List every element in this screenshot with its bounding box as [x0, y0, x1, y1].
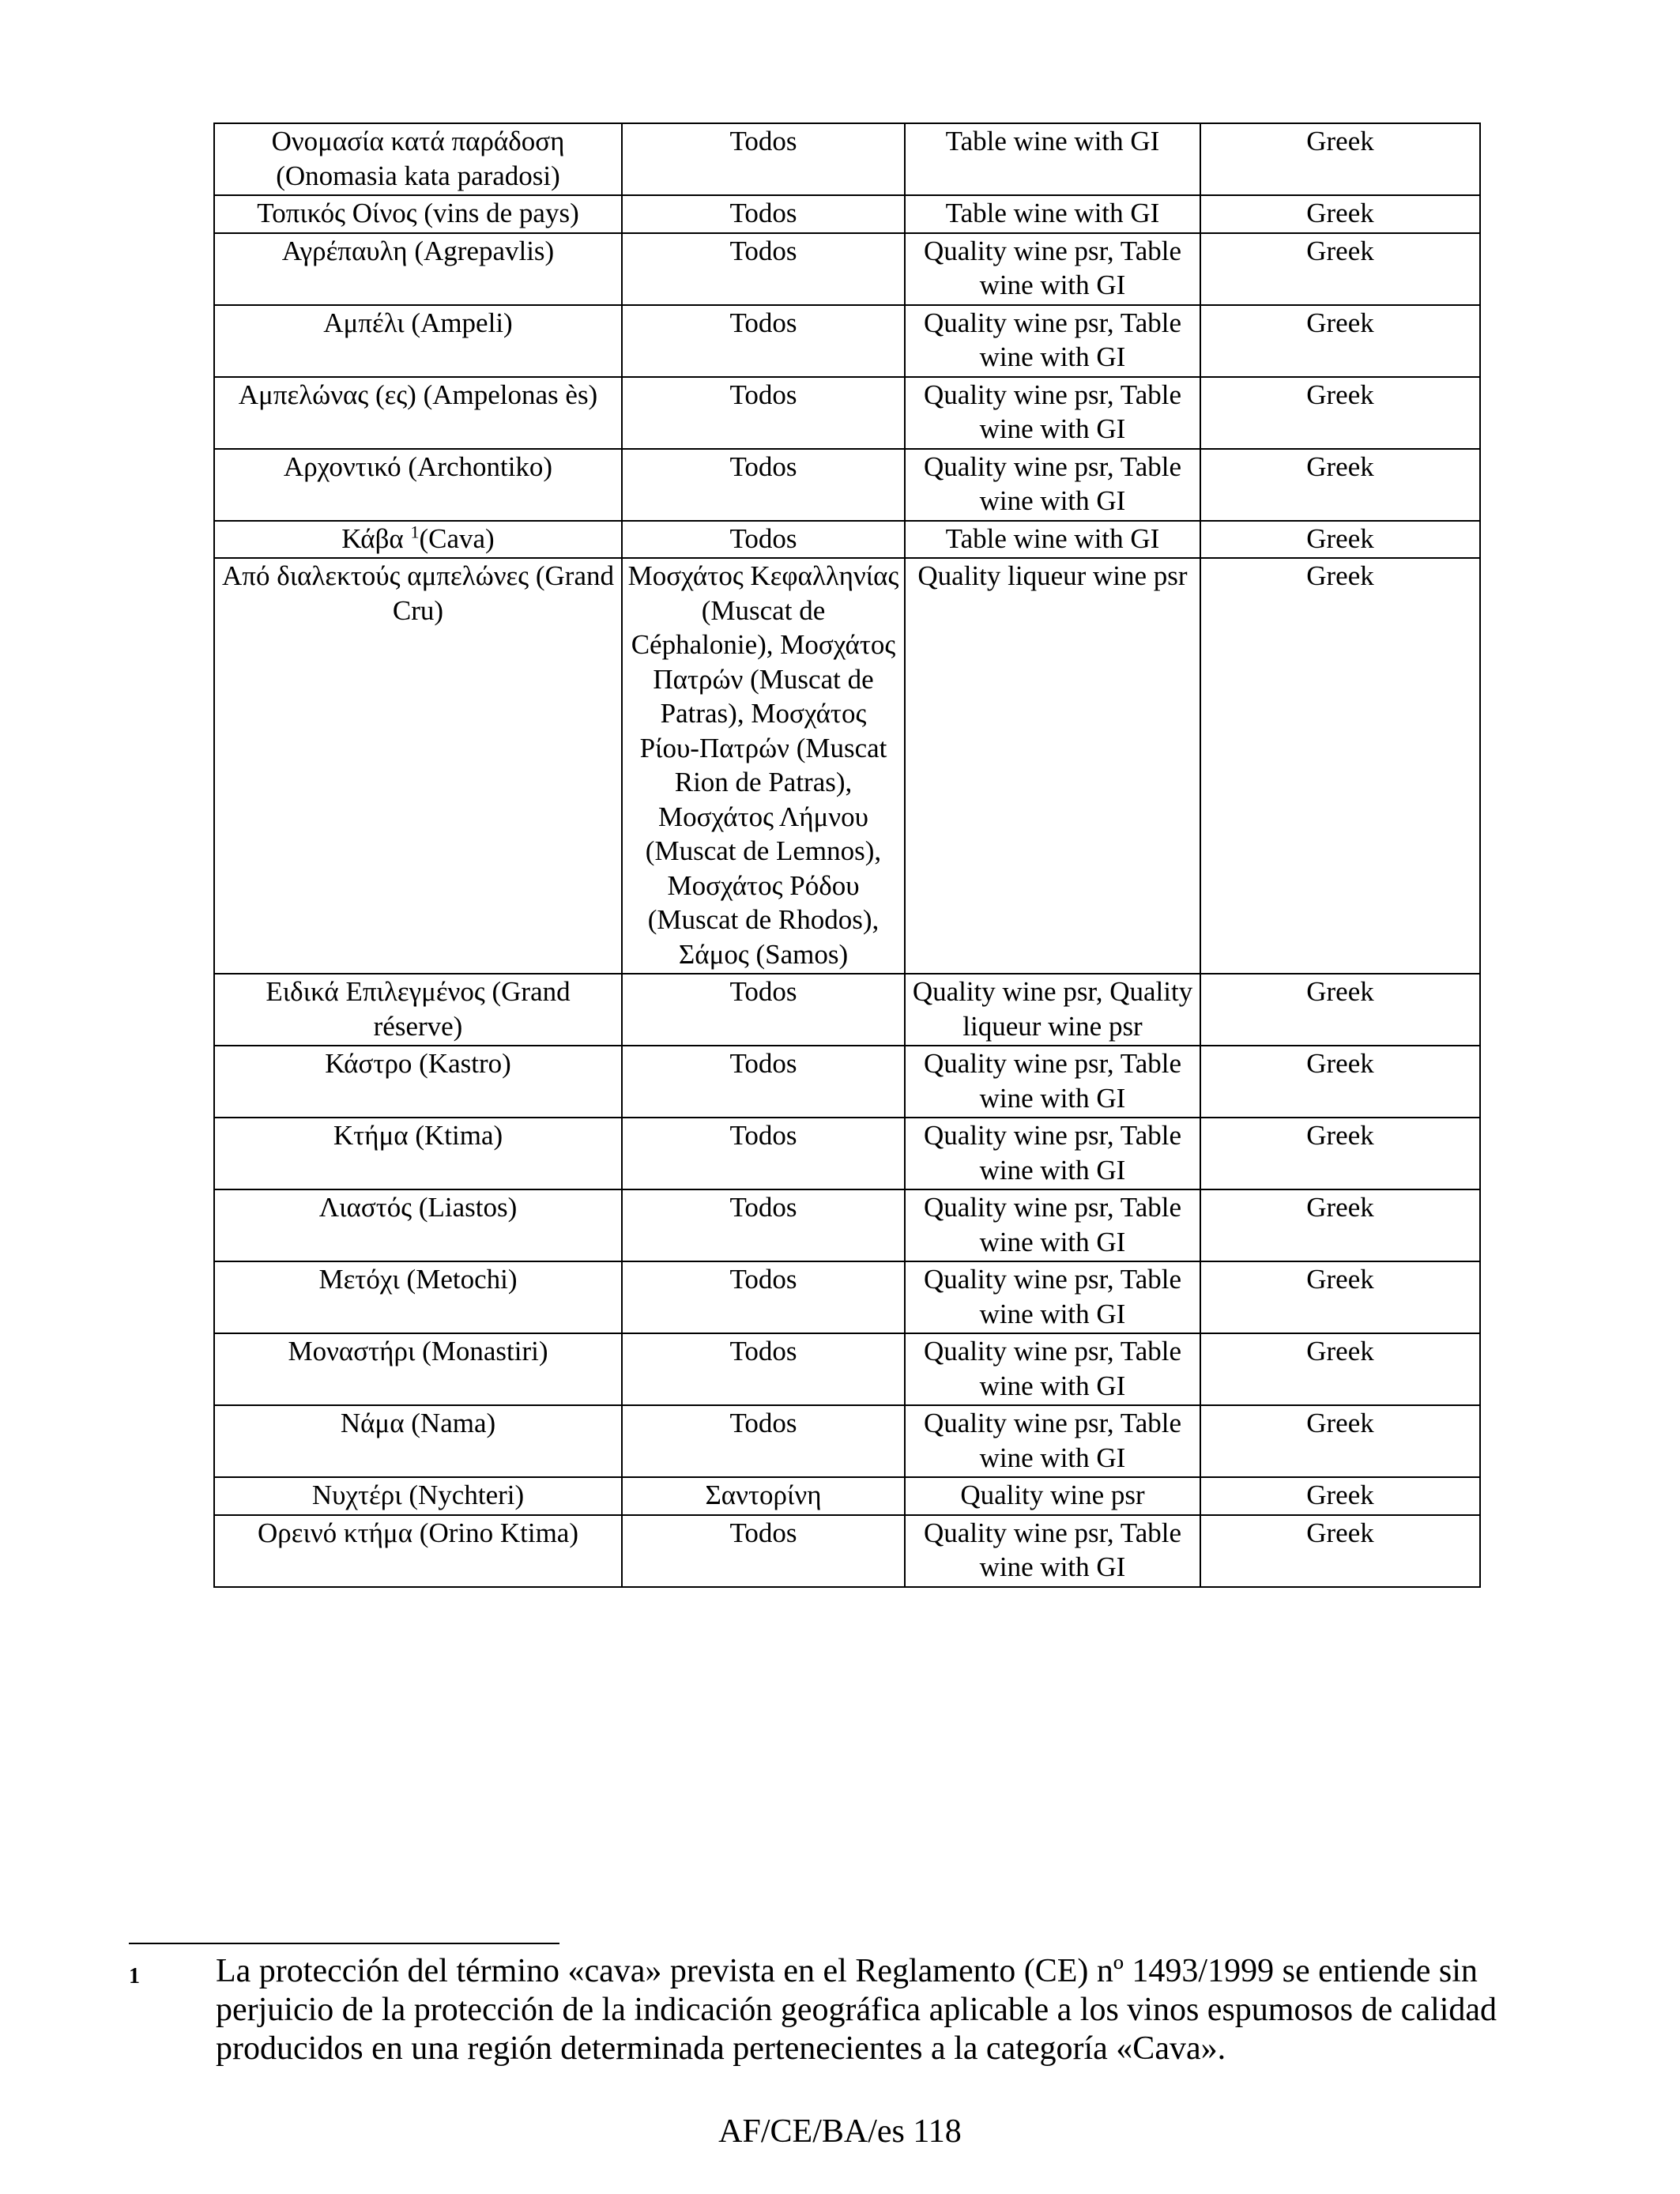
- language-note-cell: Greek: [1200, 233, 1480, 305]
- table-row: [214, 123, 1480, 195]
- language-note-cell: Greek: [1200, 1405, 1480, 1477]
- languages-cell: Todos: [622, 195, 905, 233]
- language-note-cell: Greek: [1200, 1118, 1480, 1189]
- term-text: Κάβα: [341, 522, 404, 554]
- table-row: [214, 558, 1480, 974]
- term-cell: Λιαστός (Liastos): [214, 1189, 622, 1261]
- term-cell: Κτήμα (Ktima): [214, 1118, 622, 1189]
- language-note-cell: Greek: [1200, 377, 1480, 449]
- languages-cell: Todos: [622, 1189, 905, 1261]
- category-cell: Quality wine psr, Table wine with GI: [905, 1405, 1200, 1477]
- languages-cell: Todos: [622, 1118, 905, 1189]
- table-row: [214, 974, 1480, 1046]
- term-suffix: (Cava): [419, 522, 495, 554]
- term-cell: Αγρέπαυλη (Agrepavlis): [214, 233, 622, 305]
- table-row: [214, 1189, 1480, 1261]
- table-row: [214, 233, 1480, 305]
- table-row: [214, 195, 1480, 233]
- languages-cell: Todos: [622, 974, 905, 1046]
- footnote-reference[interactable]: 1: [410, 521, 420, 541]
- term-cell: Μοναστήρι (Monastiri): [214, 1333, 622, 1405]
- table-row: [214, 449, 1480, 521]
- table-row: [214, 305, 1480, 377]
- term-cell: Κάστρο (Kastro): [214, 1046, 622, 1118]
- languages-cell: Todos: [622, 1405, 905, 1477]
- wine-terms-table: [213, 123, 1481, 1588]
- term-cell: Ειδικά Επιλεγμένος (Grand réserve): [214, 974, 622, 1046]
- category-cell: Quality wine psr, Quality liqueur wine psr: [905, 974, 1200, 1046]
- languages-cell: Todos: [622, 449, 905, 521]
- language-note-cell: Greek: [1200, 195, 1480, 233]
- languages-cell: Todos: [622, 233, 905, 305]
- term-cell: Ονομασία κατά παράδοση (Onomasia kata paradosi): [214, 123, 622, 195]
- language-note-cell: Greek: [1200, 1189, 1480, 1261]
- category-cell: Quality wine psr, Table wine with GI: [905, 1515, 1200, 1587]
- term-cell: Αρχοντικό (Archontiko): [214, 449, 622, 521]
- language-note-cell: Greek: [1200, 1261, 1480, 1333]
- languages-cell: Todos: [622, 521, 905, 559]
- languages-cell: Todos: [622, 1261, 905, 1333]
- table-row: [214, 1118, 1480, 1189]
- category-cell: Quality wine psr, Table wine with GI: [905, 1118, 1200, 1189]
- footnote-number: 1: [129, 1964, 140, 1989]
- table-body: [214, 123, 1480, 1587]
- table-row: [214, 1515, 1480, 1587]
- page-number: AF/CE/BA/es 118: [718, 2113, 962, 2150]
- language-note-cell: Greek: [1200, 1333, 1480, 1405]
- category-cell: Quality wine psr, Table wine with GI: [905, 377, 1200, 449]
- category-cell: Table wine with GI: [905, 123, 1200, 195]
- language-note-cell: Greek: [1200, 123, 1480, 195]
- languages-cell: Todos: [622, 1515, 905, 1587]
- category-cell: Quality wine psr, Table wine with GI: [905, 305, 1200, 377]
- term-cell: Αμπέλι (Ampeli): [214, 305, 622, 377]
- term-cell: Ορεινό κτήμα (Orino Ktima): [214, 1515, 622, 1587]
- footnote-separator: [129, 1943, 559, 1944]
- languages-cell: Todos: [622, 305, 905, 377]
- category-cell: Quality wine psr: [905, 1477, 1200, 1515]
- category-cell: Quality wine psr, Table wine with GI: [905, 1261, 1200, 1333]
- term-cell: [214, 521, 622, 559]
- languages-cell: Todos: [622, 123, 905, 195]
- language-note-cell: Greek: [1200, 974, 1480, 1046]
- term-cell: Από διαλεκτούς αμπελώνες (Grand Cru): [214, 558, 622, 974]
- languages-cell: Todos: [622, 1046, 905, 1118]
- term-cell: Τοπικός Οίνος (vins de pays): [214, 195, 622, 233]
- footnote-text: La protección del término «cava» prevista en el Reglamento (CE) nº 1493/1999 se entiende sin perjuicio de la protección de la indicación geográfica aplicable a los vinos espumosos de calidad producidos en una región determinada pertenecientes a la categoría «Cava».: [216, 1953, 1497, 2067]
- languages-cell: Μοσχάτος Κεφαλληνίας (Muscat de Céphalonie), Μοσχάτος Πατρών (Muscat de Patras), Μοσχάτος Ρίου-Πατρών (Muscat Rion de Patras), Μοσχάτος Λήμνου (Muscat de Lemnos), Μοσχάτος Ρόδου (Muscat de Rhodos), Σάμος (Samos): [622, 558, 905, 974]
- table-row: [214, 377, 1480, 449]
- languages-cell: Todos: [622, 1333, 905, 1405]
- languages-cell: Todos: [622, 377, 905, 449]
- table-row: [214, 1477, 1480, 1515]
- language-note-cell: Greek: [1200, 305, 1480, 377]
- category-cell: Quality wine psr, Table wine with GI: [905, 1333, 1200, 1405]
- language-note-cell: Greek: [1200, 558, 1480, 974]
- category-cell: Quality liqueur wine psr: [905, 558, 1200, 974]
- language-note-cell: Greek: [1200, 1515, 1480, 1587]
- category-cell: Table wine with GI: [905, 521, 1200, 559]
- term-cell: Νάμα (Nama): [214, 1405, 622, 1477]
- term-cell: Αμπελώνας (ες) (Ampelonas ès): [214, 377, 622, 449]
- table-row: [214, 1261, 1480, 1333]
- language-note-cell: Greek: [1200, 521, 1480, 559]
- category-cell: Quality wine psr, Table wine with GI: [905, 1189, 1200, 1261]
- category-cell: Quality wine psr, Table wine with GI: [905, 233, 1200, 305]
- table-row: [214, 1405, 1480, 1477]
- category-cell: Quality wine psr, Table wine with GI: [905, 1046, 1200, 1118]
- term-cell: Μετόχι (Metochi): [214, 1261, 622, 1333]
- languages-cell: Σαντορίνη: [622, 1477, 905, 1515]
- language-note-cell: Greek: [1200, 1046, 1480, 1118]
- category-cell: Table wine with GI: [905, 195, 1200, 233]
- table-row: [214, 1333, 1480, 1405]
- table-row: [214, 521, 1480, 559]
- language-note-cell: Greek: [1200, 449, 1480, 521]
- table-row: [214, 1046, 1480, 1118]
- language-note-cell: Greek: [1200, 1477, 1480, 1515]
- term-cell: Νυχτέρι (Nychteri): [214, 1477, 622, 1515]
- category-cell: Quality wine psr, Table wine with GI: [905, 449, 1200, 521]
